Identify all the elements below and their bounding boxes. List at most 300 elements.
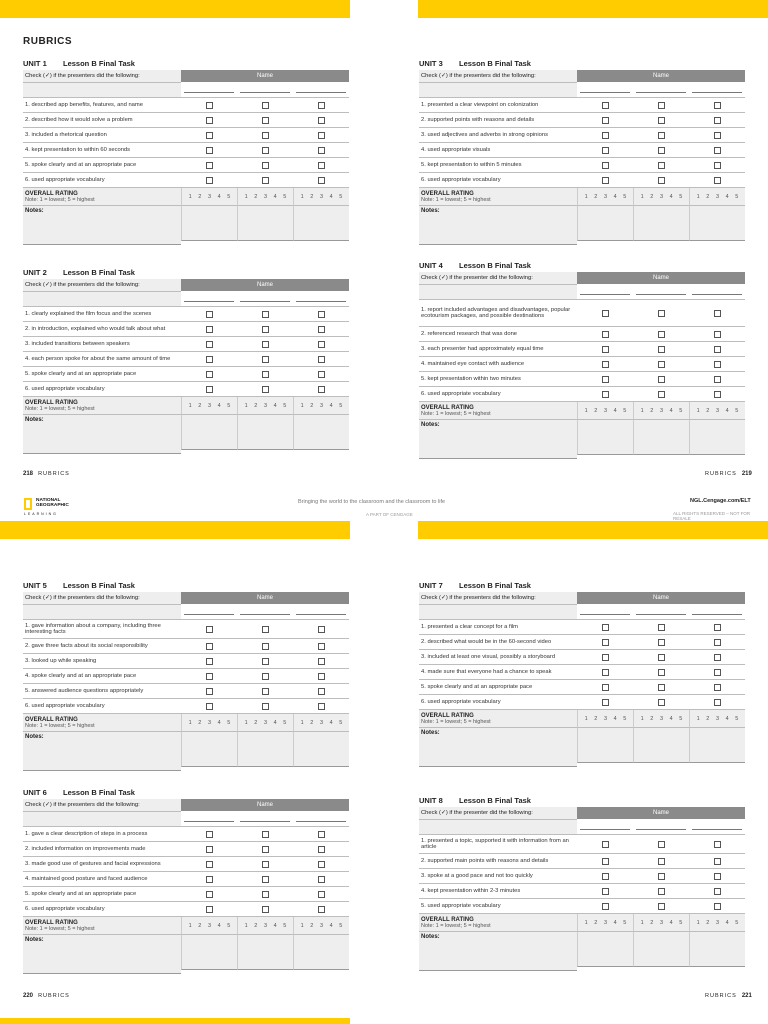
rating-option[interactable]: 4 bbox=[725, 193, 729, 200]
criterion-checkbox[interactable] bbox=[602, 873, 609, 880]
rating-option[interactable]: 3 bbox=[659, 193, 664, 200]
criterion-checkbox[interactable] bbox=[262, 356, 269, 363]
rating-option[interactable]: 3 bbox=[659, 715, 664, 722]
rating-option[interactable]: 1 bbox=[244, 402, 248, 409]
criterion-checkbox[interactable] bbox=[206, 326, 213, 333]
criterion-checkbox[interactable] bbox=[262, 341, 269, 348]
criterion-checkbox[interactable] bbox=[206, 906, 213, 913]
criterion-checkbox[interactable] bbox=[658, 903, 665, 910]
criterion-checkbox[interactable] bbox=[658, 361, 665, 368]
rating-option[interactable]: 2 bbox=[706, 715, 710, 722]
criterion-checkbox[interactable] bbox=[206, 876, 213, 883]
name-field[interactable] bbox=[181, 812, 237, 827]
notes-field[interactable] bbox=[633, 420, 689, 455]
rating-option[interactable]: 1 bbox=[300, 922, 304, 929]
rating-option[interactable]: 3 bbox=[319, 402, 324, 409]
rating-option[interactable]: 4 bbox=[725, 407, 729, 414]
criterion-checkbox[interactable] bbox=[602, 669, 609, 676]
rating-option[interactable]: 3 bbox=[207, 719, 212, 726]
rating-option[interactable]: 5 bbox=[735, 919, 739, 926]
rating-option[interactable]: 5 bbox=[227, 922, 231, 929]
name-field[interactable] bbox=[577, 605, 633, 620]
notes-field[interactable] bbox=[293, 415, 349, 450]
criterion-checkbox[interactable] bbox=[262, 906, 269, 913]
criterion-checkbox[interactable] bbox=[714, 858, 721, 865]
criterion-checkbox[interactable] bbox=[318, 177, 325, 184]
criterion-checkbox[interactable] bbox=[318, 311, 325, 318]
rating-option[interactable]: 3 bbox=[715, 919, 720, 926]
rating-option[interactable]: 3 bbox=[263, 719, 268, 726]
rating-option[interactable]: 4 bbox=[329, 719, 333, 726]
criterion-checkbox[interactable] bbox=[206, 147, 213, 154]
rating-option[interactable]: 1 bbox=[696, 193, 700, 200]
criterion-checkbox[interactable] bbox=[658, 162, 665, 169]
rating-option[interactable]: 4 bbox=[273, 719, 277, 726]
criterion-checkbox[interactable] bbox=[714, 117, 721, 124]
rating-option[interactable]: 1 bbox=[640, 407, 644, 414]
criterion-checkbox[interactable] bbox=[658, 346, 665, 353]
rating-option[interactable]: 2 bbox=[254, 402, 258, 409]
rating-option[interactable]: 4 bbox=[217, 922, 221, 929]
criterion-checkbox[interactable] bbox=[658, 147, 665, 154]
criterion-checkbox[interactable] bbox=[318, 371, 325, 378]
rating-option[interactable]: 2 bbox=[310, 402, 314, 409]
criterion-checkbox[interactable] bbox=[602, 346, 609, 353]
criterion-checkbox[interactable] bbox=[206, 102, 213, 109]
rating-option[interactable]: 3 bbox=[319, 193, 324, 200]
criterion-checkbox[interactable] bbox=[262, 673, 269, 680]
rating-option[interactable]: 4 bbox=[669, 919, 673, 926]
name-field[interactable] bbox=[181, 605, 237, 620]
rating-option[interactable]: 3 bbox=[207, 193, 212, 200]
rating-option[interactable]: 4 bbox=[217, 402, 221, 409]
criterion-checkbox[interactable] bbox=[714, 147, 721, 154]
criterion-checkbox[interactable] bbox=[206, 626, 213, 633]
criterion-checkbox[interactable] bbox=[206, 643, 213, 650]
criterion-checkbox[interactable] bbox=[714, 841, 721, 848]
criterion-checkbox[interactable] bbox=[714, 699, 721, 706]
criterion-checkbox[interactable] bbox=[602, 654, 609, 661]
criterion-checkbox[interactable] bbox=[602, 361, 609, 368]
rating-option[interactable]: 5 bbox=[339, 922, 343, 929]
rating-option[interactable]: 4 bbox=[217, 193, 221, 200]
rating-option[interactable]: 3 bbox=[659, 919, 664, 926]
criterion-checkbox[interactable] bbox=[262, 643, 269, 650]
rating-option[interactable]: 1 bbox=[188, 922, 192, 929]
notes-field[interactable] bbox=[237, 206, 293, 241]
criterion-checkbox[interactable] bbox=[206, 177, 213, 184]
rating-option[interactable]: 1 bbox=[640, 715, 644, 722]
rating-option[interactable]: 3 bbox=[207, 922, 212, 929]
rating-option[interactable]: 4 bbox=[725, 715, 729, 722]
criterion-checkbox[interactable] bbox=[714, 684, 721, 691]
name-field[interactable] bbox=[633, 605, 689, 620]
rating-option[interactable]: 1 bbox=[188, 402, 192, 409]
rating-option[interactable]: 4 bbox=[217, 719, 221, 726]
criterion-checkbox[interactable] bbox=[318, 102, 325, 109]
rating-option[interactable]: 5 bbox=[623, 407, 627, 414]
criterion-checkbox[interactable] bbox=[658, 858, 665, 865]
criterion-checkbox[interactable] bbox=[714, 310, 721, 317]
criterion-checkbox[interactable] bbox=[318, 326, 325, 333]
notes-field[interactable] bbox=[633, 728, 689, 763]
rating-option[interactable]: 5 bbox=[735, 715, 739, 722]
notes-field[interactable] bbox=[181, 415, 237, 450]
criterion-checkbox[interactable] bbox=[714, 888, 721, 895]
rating-option[interactable]: 2 bbox=[650, 715, 654, 722]
rating-option[interactable]: 2 bbox=[254, 719, 258, 726]
name-field[interactable] bbox=[577, 820, 633, 835]
criterion-checkbox[interactable] bbox=[262, 117, 269, 124]
rating-option[interactable]: 2 bbox=[198, 193, 202, 200]
notes-field[interactable] bbox=[689, 728, 745, 763]
criterion-checkbox[interactable] bbox=[658, 331, 665, 338]
name-field[interactable] bbox=[577, 285, 633, 300]
criterion-checkbox[interactable] bbox=[262, 658, 269, 665]
criterion-checkbox[interactable] bbox=[658, 376, 665, 383]
notes-field[interactable] bbox=[293, 935, 349, 970]
rating-option[interactable]: 5 bbox=[679, 715, 683, 722]
name-field[interactable] bbox=[689, 285, 745, 300]
criterion-checkbox[interactable] bbox=[602, 162, 609, 169]
criterion-checkbox[interactable] bbox=[714, 376, 721, 383]
criterion-checkbox[interactable] bbox=[658, 654, 665, 661]
criterion-checkbox[interactable] bbox=[262, 703, 269, 710]
criterion-checkbox[interactable] bbox=[262, 831, 269, 838]
notes-field[interactable] bbox=[689, 420, 745, 455]
name-field[interactable] bbox=[633, 83, 689, 98]
rating-option[interactable]: 3 bbox=[263, 402, 268, 409]
name-field[interactable] bbox=[633, 820, 689, 835]
criterion-checkbox[interactable] bbox=[714, 346, 721, 353]
notes-field[interactable] bbox=[237, 415, 293, 450]
name-field[interactable] bbox=[293, 605, 349, 620]
criterion-checkbox[interactable] bbox=[206, 162, 213, 169]
criterion-checkbox[interactable] bbox=[206, 673, 213, 680]
criterion-checkbox[interactable] bbox=[318, 703, 325, 710]
notes-field[interactable] bbox=[293, 206, 349, 241]
rating-option[interactable]: 3 bbox=[319, 922, 324, 929]
criterion-checkbox[interactable] bbox=[658, 699, 665, 706]
criterion-checkbox[interactable] bbox=[318, 132, 325, 139]
rating-option[interactable]: 1 bbox=[584, 407, 588, 414]
criterion-checkbox[interactable] bbox=[602, 177, 609, 184]
criterion-checkbox[interactable] bbox=[602, 888, 609, 895]
criterion-checkbox[interactable] bbox=[206, 386, 213, 393]
rating-option[interactable]: 2 bbox=[594, 407, 598, 414]
criterion-checkbox[interactable] bbox=[714, 361, 721, 368]
criterion-checkbox[interactable] bbox=[658, 177, 665, 184]
criterion-checkbox[interactable] bbox=[602, 117, 609, 124]
criterion-checkbox[interactable] bbox=[658, 684, 665, 691]
criterion-checkbox[interactable] bbox=[714, 177, 721, 184]
name-field[interactable] bbox=[237, 812, 293, 827]
criterion-checkbox[interactable] bbox=[262, 386, 269, 393]
rating-option[interactable]: 3 bbox=[603, 715, 608, 722]
rating-option[interactable]: 2 bbox=[254, 922, 258, 929]
rating-option[interactable]: 4 bbox=[329, 922, 333, 929]
notes-field[interactable] bbox=[237, 935, 293, 970]
name-field[interactable] bbox=[237, 605, 293, 620]
criterion-checkbox[interactable] bbox=[206, 356, 213, 363]
rating-option[interactable]: 4 bbox=[273, 922, 277, 929]
rating-option[interactable]: 2 bbox=[198, 719, 202, 726]
criterion-checkbox[interactable] bbox=[714, 162, 721, 169]
criterion-checkbox[interactable] bbox=[318, 341, 325, 348]
name-field[interactable] bbox=[293, 292, 349, 307]
notes-field[interactable] bbox=[181, 935, 237, 970]
criterion-checkbox[interactable] bbox=[318, 356, 325, 363]
criterion-checkbox[interactable] bbox=[658, 888, 665, 895]
name-field[interactable] bbox=[577, 83, 633, 98]
criterion-checkbox[interactable] bbox=[318, 831, 325, 838]
rating-option[interactable]: 2 bbox=[706, 407, 710, 414]
criterion-checkbox[interactable] bbox=[714, 873, 721, 880]
rating-option[interactable]: 4 bbox=[613, 193, 617, 200]
criterion-checkbox[interactable] bbox=[262, 311, 269, 318]
criterion-checkbox[interactable] bbox=[318, 117, 325, 124]
notes-field[interactable] bbox=[577, 420, 633, 455]
criterion-checkbox[interactable] bbox=[602, 841, 609, 848]
criterion-checkbox[interactable] bbox=[714, 654, 721, 661]
rating-option[interactable]: 1 bbox=[300, 719, 304, 726]
criterion-checkbox[interactable] bbox=[262, 626, 269, 633]
notes-field[interactable] bbox=[293, 732, 349, 767]
rating-option[interactable]: 4 bbox=[273, 193, 277, 200]
rating-option[interactable]: 2 bbox=[594, 919, 598, 926]
criterion-checkbox[interactable] bbox=[318, 643, 325, 650]
criterion-checkbox[interactable] bbox=[658, 841, 665, 848]
criterion-checkbox[interactable] bbox=[602, 102, 609, 109]
criterion-checkbox[interactable] bbox=[206, 831, 213, 838]
rating-option[interactable]: 5 bbox=[283, 719, 287, 726]
criterion-checkbox[interactable] bbox=[318, 162, 325, 169]
criterion-checkbox[interactable] bbox=[206, 132, 213, 139]
rating-option[interactable]: 3 bbox=[715, 407, 720, 414]
rating-option[interactable]: 3 bbox=[263, 193, 268, 200]
criterion-checkbox[interactable] bbox=[262, 147, 269, 154]
criterion-checkbox[interactable] bbox=[262, 162, 269, 169]
criterion-checkbox[interactable] bbox=[714, 669, 721, 676]
criterion-checkbox[interactable] bbox=[262, 102, 269, 109]
rating-option[interactable]: 1 bbox=[300, 402, 304, 409]
rating-option[interactable]: 3 bbox=[603, 919, 608, 926]
rating-option[interactable]: 3 bbox=[319, 719, 324, 726]
notes-field[interactable] bbox=[577, 206, 633, 241]
rating-option[interactable]: 5 bbox=[679, 407, 683, 414]
criterion-checkbox[interactable] bbox=[602, 132, 609, 139]
criterion-checkbox[interactable] bbox=[318, 626, 325, 633]
notes-field[interactable] bbox=[633, 932, 689, 967]
criterion-checkbox[interactable] bbox=[658, 639, 665, 646]
notes-field[interactable] bbox=[181, 732, 237, 767]
criterion-checkbox[interactable] bbox=[318, 861, 325, 868]
rating-option[interactable]: 1 bbox=[188, 719, 192, 726]
rating-option[interactable]: 5 bbox=[623, 919, 627, 926]
rating-option[interactable]: 5 bbox=[283, 922, 287, 929]
criterion-checkbox[interactable] bbox=[262, 177, 269, 184]
criterion-checkbox[interactable] bbox=[602, 684, 609, 691]
rating-option[interactable]: 3 bbox=[603, 407, 608, 414]
criterion-checkbox[interactable] bbox=[206, 846, 213, 853]
criterion-checkbox[interactable] bbox=[262, 371, 269, 378]
notes-field[interactable] bbox=[577, 728, 633, 763]
criterion-checkbox[interactable] bbox=[318, 846, 325, 853]
rating-option[interactable]: 3 bbox=[207, 402, 212, 409]
criterion-checkbox[interactable] bbox=[206, 861, 213, 868]
criterion-checkbox[interactable] bbox=[714, 903, 721, 910]
rating-option[interactable]: 5 bbox=[227, 719, 231, 726]
rating-option[interactable]: 5 bbox=[679, 919, 683, 926]
rating-option[interactable]: 4 bbox=[669, 715, 673, 722]
rating-option[interactable]: 5 bbox=[735, 193, 739, 200]
rating-option[interactable]: 5 bbox=[283, 193, 287, 200]
rating-option[interactable]: 5 bbox=[735, 407, 739, 414]
criterion-checkbox[interactable] bbox=[714, 132, 721, 139]
rating-option[interactable]: 1 bbox=[244, 719, 248, 726]
notes-field[interactable] bbox=[689, 932, 745, 967]
criterion-checkbox[interactable] bbox=[602, 147, 609, 154]
rating-option[interactable]: 5 bbox=[339, 719, 343, 726]
rating-option[interactable]: 1 bbox=[300, 193, 304, 200]
criterion-checkbox[interactable] bbox=[318, 688, 325, 695]
rating-option[interactable]: 2 bbox=[650, 919, 654, 926]
criterion-checkbox[interactable] bbox=[658, 102, 665, 109]
criterion-checkbox[interactable] bbox=[206, 117, 213, 124]
criterion-checkbox[interactable] bbox=[658, 310, 665, 317]
criterion-checkbox[interactable] bbox=[206, 311, 213, 318]
rating-option[interactable]: 5 bbox=[227, 193, 231, 200]
criterion-checkbox[interactable] bbox=[318, 891, 325, 898]
rating-option[interactable]: 2 bbox=[706, 919, 710, 926]
criterion-checkbox[interactable] bbox=[658, 669, 665, 676]
criterion-checkbox[interactable] bbox=[602, 624, 609, 631]
name-field[interactable] bbox=[237, 83, 293, 98]
name-field[interactable] bbox=[689, 605, 745, 620]
rating-option[interactable]: 2 bbox=[198, 922, 202, 929]
criterion-checkbox[interactable] bbox=[602, 639, 609, 646]
rating-option[interactable]: 4 bbox=[669, 193, 673, 200]
name-field[interactable] bbox=[237, 292, 293, 307]
rating-option[interactable]: 1 bbox=[640, 193, 644, 200]
criterion-checkbox[interactable] bbox=[206, 703, 213, 710]
rating-option[interactable]: 3 bbox=[715, 715, 720, 722]
criterion-checkbox[interactable] bbox=[318, 386, 325, 393]
rating-option[interactable]: 3 bbox=[263, 922, 268, 929]
rating-option[interactable]: 2 bbox=[594, 193, 598, 200]
rating-option[interactable]: 4 bbox=[329, 402, 333, 409]
rating-option[interactable]: 1 bbox=[696, 407, 700, 414]
rating-option[interactable]: 1 bbox=[696, 715, 700, 722]
rating-option[interactable]: 5 bbox=[679, 193, 683, 200]
notes-field[interactable] bbox=[577, 932, 633, 967]
notes-field[interactable] bbox=[689, 206, 745, 241]
criterion-checkbox[interactable] bbox=[658, 873, 665, 880]
criterion-checkbox[interactable] bbox=[602, 903, 609, 910]
criterion-checkbox[interactable] bbox=[318, 147, 325, 154]
rating-option[interactable]: 1 bbox=[188, 193, 192, 200]
rating-option[interactable]: 1 bbox=[244, 922, 248, 929]
rating-option[interactable]: 2 bbox=[198, 402, 202, 409]
criterion-checkbox[interactable] bbox=[262, 132, 269, 139]
rating-option[interactable]: 3 bbox=[715, 193, 720, 200]
criterion-checkbox[interactable] bbox=[206, 658, 213, 665]
rating-option[interactable]: 3 bbox=[603, 193, 608, 200]
rating-option[interactable]: 5 bbox=[339, 402, 343, 409]
name-field[interactable] bbox=[633, 285, 689, 300]
rating-option[interactable]: 4 bbox=[669, 407, 673, 414]
criterion-checkbox[interactable] bbox=[262, 688, 269, 695]
rating-option[interactable]: 5 bbox=[283, 402, 287, 409]
criterion-checkbox[interactable] bbox=[714, 624, 721, 631]
criterion-checkbox[interactable] bbox=[206, 688, 213, 695]
rating-option[interactable]: 1 bbox=[244, 193, 248, 200]
notes-field[interactable] bbox=[237, 732, 293, 767]
criterion-checkbox[interactable] bbox=[658, 132, 665, 139]
criterion-checkbox[interactable] bbox=[318, 658, 325, 665]
criterion-checkbox[interactable] bbox=[318, 906, 325, 913]
criterion-checkbox[interactable] bbox=[262, 861, 269, 868]
criterion-checkbox[interactable] bbox=[318, 673, 325, 680]
criterion-checkbox[interactable] bbox=[602, 310, 609, 317]
rating-option[interactable]: 2 bbox=[310, 719, 314, 726]
criterion-checkbox[interactable] bbox=[602, 331, 609, 338]
name-field[interactable] bbox=[181, 292, 237, 307]
criterion-checkbox[interactable] bbox=[602, 699, 609, 706]
rating-option[interactable]: 2 bbox=[650, 193, 654, 200]
name-field[interactable] bbox=[181, 83, 237, 98]
rating-option[interactable]: 2 bbox=[310, 922, 314, 929]
rating-option[interactable]: 2 bbox=[594, 715, 598, 722]
criterion-checkbox[interactable] bbox=[262, 326, 269, 333]
name-field[interactable] bbox=[293, 83, 349, 98]
criterion-checkbox[interactable] bbox=[714, 331, 721, 338]
criterion-checkbox[interactable] bbox=[318, 876, 325, 883]
criterion-checkbox[interactable] bbox=[206, 891, 213, 898]
rating-option[interactable]: 5 bbox=[623, 715, 627, 722]
rating-option[interactable]: 2 bbox=[254, 193, 258, 200]
rating-option[interactable]: 5 bbox=[227, 402, 231, 409]
rating-option[interactable]: 2 bbox=[706, 193, 710, 200]
rating-option[interactable]: 3 bbox=[659, 407, 664, 414]
rating-option[interactable]: 4 bbox=[613, 407, 617, 414]
notes-field[interactable] bbox=[633, 206, 689, 241]
criterion-checkbox[interactable] bbox=[658, 391, 665, 398]
criterion-checkbox[interactable] bbox=[714, 639, 721, 646]
criterion-checkbox[interactable] bbox=[262, 891, 269, 898]
rating-option[interactable]: 5 bbox=[623, 193, 627, 200]
rating-option[interactable]: 4 bbox=[725, 919, 729, 926]
rating-option[interactable]: 4 bbox=[613, 715, 617, 722]
name-field[interactable] bbox=[689, 820, 745, 835]
name-field[interactable] bbox=[293, 812, 349, 827]
rating-option[interactable]: 4 bbox=[273, 402, 277, 409]
rating-option[interactable]: 5 bbox=[339, 193, 343, 200]
rating-option[interactable]: 2 bbox=[310, 193, 314, 200]
criterion-checkbox[interactable] bbox=[206, 341, 213, 348]
rating-option[interactable]: 4 bbox=[613, 919, 617, 926]
criterion-checkbox[interactable] bbox=[602, 858, 609, 865]
criterion-checkbox[interactable] bbox=[602, 391, 609, 398]
rating-option[interactable]: 1 bbox=[584, 193, 588, 200]
criterion-checkbox[interactable] bbox=[262, 846, 269, 853]
rating-option[interactable]: 4 bbox=[329, 193, 333, 200]
name-field[interactable] bbox=[689, 83, 745, 98]
rating-option[interactable]: 2 bbox=[650, 407, 654, 414]
criterion-checkbox[interactable] bbox=[262, 876, 269, 883]
criterion-checkbox[interactable] bbox=[658, 624, 665, 631]
criterion-checkbox[interactable] bbox=[714, 391, 721, 398]
